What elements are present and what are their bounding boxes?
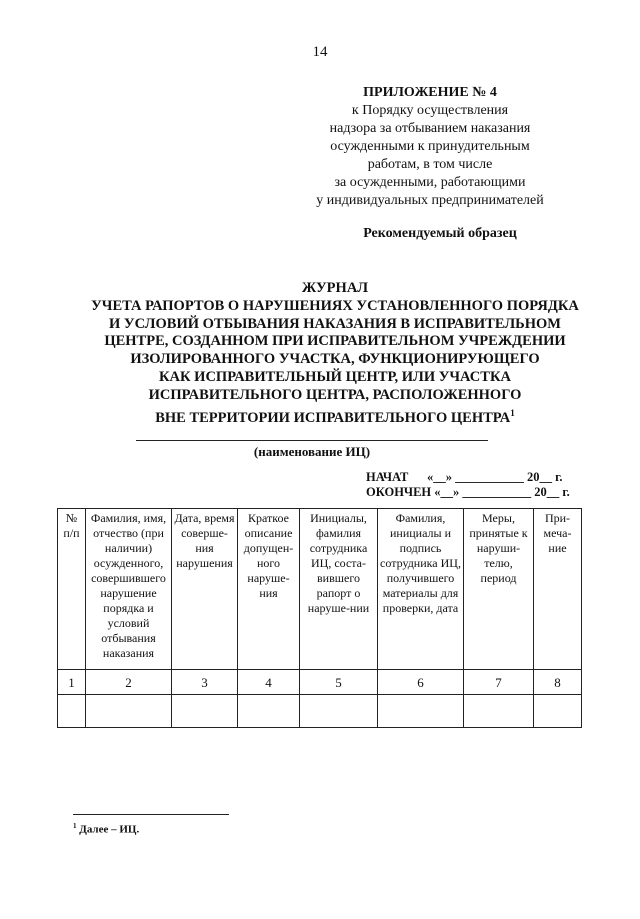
table-cell (86, 695, 172, 728)
table-row (58, 695, 582, 728)
table-cell (238, 695, 300, 728)
appendix-line: к Порядку осуществления (351, 103, 509, 118)
column-header: Фамилия, имя, отчество (при наличии) осужденного, совершившего нарушение порядка и условий отбывания наказания (86, 509, 172, 670)
column-number: 6 (378, 670, 464, 695)
journal-title-line: ЦЕНТРЕ, СОЗДАННОМ ПРИ ИСПРАВИТЕЛЬНОМ УЧРЕЖДЕНИИ (104, 333, 566, 350)
date-started: НАЧАТ «__» ___________ 20__ г. (366, 470, 563, 484)
ic-name-blank-line (136, 440, 488, 441)
column-number: 3 (172, 670, 238, 695)
appendix-title: ПРИЛОЖЕНИЕ № 4 (363, 85, 497, 100)
journal-title-line: ЖУРНАЛ (301, 280, 369, 296)
table-cell (58, 695, 86, 728)
journal-title-line: ИЗОЛИРОВАННОГО УЧАСТКА, ФУНКЦИОНИРУЮЩЕГО (130, 351, 540, 368)
column-number: 2 (86, 670, 172, 695)
appendix-line: у индивидуальных предпринимателей (316, 193, 544, 208)
journal-title-line: ИСПРАВИТЕЛЬНОГО ЦЕНТРА, РАСПОЛОЖЕННОГО (148, 386, 522, 403)
table-header-row (58, 509, 582, 670)
journal-title-line: УЧЕТА РАПОРТОВ О НАРУШЕНИЯХ УСТАНОВЛЕННОГО ПОРЯДКА (91, 297, 579, 314)
journal-title (40, 280, 630, 427)
footnote-mark: 1 (73, 822, 77, 830)
column-number: 8 (534, 670, 582, 695)
appendix-line: работам, в том числе (367, 157, 493, 172)
table-cell (378, 695, 464, 728)
column-number: 7 (464, 670, 534, 695)
journal-title-line: И УСЛОВИЙ ОТБЫВАНИЯ НАКАЗАНИЯ В ИСПРАВИТЕЛЬНОМ (109, 315, 561, 332)
table-cell (172, 695, 238, 728)
column-header: Краткое описание допущен-ного наруше-ния (238, 509, 300, 670)
column-header: Фамилия, инициалы и подпись сотрудника ИЦ, получившего материалы для проверки, дата (378, 509, 464, 670)
page-number: 14 (312, 44, 328, 60)
footnote-reference: 1 (510, 407, 515, 418)
date-finished: ОКОНЧЕН «__» ___________ 20__ г. (366, 485, 570, 499)
appendix-line: надзора за отбыванием наказания (329, 121, 531, 136)
journal-table (57, 508, 582, 728)
column-header: При-меча-ние (534, 509, 582, 670)
footnote-text: Далее – ИЦ. (76, 823, 140, 836)
appendix-line: осужденными к принудительным (330, 139, 530, 154)
table-cell (300, 695, 378, 728)
column-number: 5 (300, 670, 378, 695)
ic-name-caption: (наименование ИЦ) (253, 444, 371, 459)
column-header: № п/п (58, 509, 86, 670)
appendix-block (300, 84, 560, 210)
journal-title-last: ВНЕ ТЕРРИТОРИИ ИСПРАВИТЕЛЬНОГО ЦЕНТРА (155, 409, 511, 426)
table-number-row (58, 670, 582, 695)
appendix-line: за осужденными, работающими (334, 175, 526, 190)
footnote-separator (73, 814, 229, 815)
column-header: Дата, время соверше-ния нарушения (172, 509, 238, 670)
table-cell (534, 695, 582, 728)
journal-title-line: КАК ИСПРАВИТЕЛЬНЫЙ ЦЕНТР, ИЛИ УЧАСТКА (159, 368, 511, 385)
sample-label: Рекомендуемый образец (363, 226, 517, 241)
column-header: Инициалы, фамилия сотрудника ИЦ, соста-вившего рапорт о наруше-нии (300, 509, 378, 670)
column-header: Меры, принятые к наруши-телю, период (464, 509, 534, 670)
journal-dates (366, 470, 570, 500)
footnote (73, 822, 139, 836)
table-cell (464, 695, 534, 728)
column-number: 1 (58, 670, 86, 695)
journal-title-line (40, 405, 630, 428)
column-number: 4 (238, 670, 300, 695)
